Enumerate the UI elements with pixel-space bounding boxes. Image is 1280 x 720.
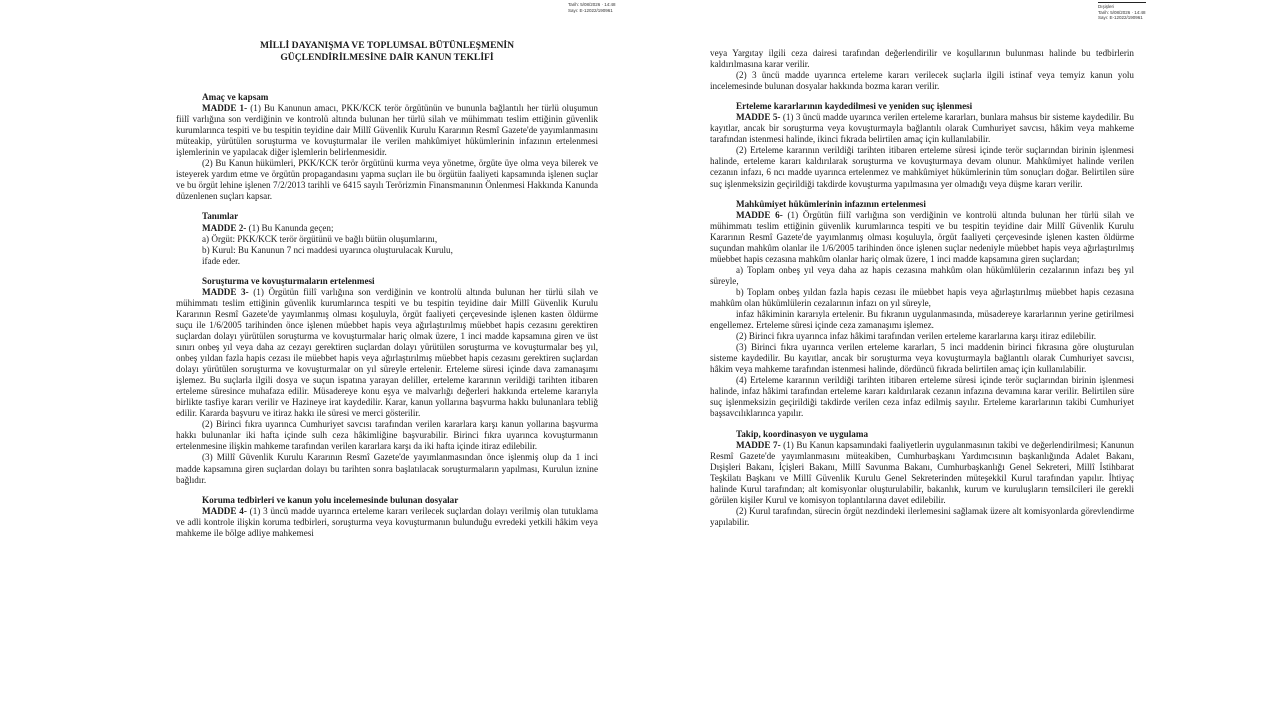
article-paragraph: [176, 223, 598, 234]
article-paragraph: [176, 103, 598, 158]
stamp-line: Tarih: 5/08/2026 · 14:48: [568, 2, 616, 7]
article-item: b) Toplam onbeş yıldan fazla hapis cezası ile müebbet hapis veya ağırlaştırılmış müebbet hapis cezasına mahkûm olan hükümlülerin cezalarının infazı on yıl süreyle,: [710, 286, 1134, 308]
article-paragraph: [176, 506, 598, 539]
article-paragraph: (2) Birinci fıkra uyarınca infaz hâkimi tarafından verilen erteleme kararlarına karşı itiraz edilebilir.: [736, 331, 1097, 342]
text-column: [176, 40, 598, 547]
article-paragraph: [710, 210, 1134, 265]
article-paragraph: (3) Millî Güvenlik Kurulu Kararının Resmî Gazete'de yayımlanmasından önce işlenmiş olup da 1 inci madde kapsamına giren suçlardan dolayı bu tarihten sonra başlatılacak soruşturmaların yapılması, Kurulun iznine bağlıdır.: [176, 452, 598, 485]
article-label: MADDE 5-: [736, 112, 781, 123]
article-paragraph: [710, 112, 1134, 145]
document-title: [176, 40, 598, 64]
article-text: (1) Örgütün fiilî varlığına son verdiğinin ve kontrolü altında bulunan her türlü silah ve mühimmatı teslim ettiğinin güvenlik kurumlarınca tespiti ve bu tespitin teyidine dair Millî Güvenlik Kurulu Kararının Resmî Gazete'de yayımlanmış olması koşuluyla, örgüt faaliyeti çerçevesinde işlenen kasten öldürme suçu ile 1/6/2005 tarihinden önce işlenen müebbet hapis veya ağırlaştırılmış müebbet hapis cezasını gerektiren suçlardan dolayı yürütülen soruşturma ve kovuşturmalar hariç olmak üzere, 1 inci madde kapsamına giren ve üst sınırı onbeş yıl veya daha az cezayı gerektiren suçlardan dolayı yürütülen soruşturma ve kovuşturmalar beş yıl, onbeş yıldan fazla hapis cezası ile müebbet hapis veya ağırlaştırılmış müebbet hapis cezasını gerektiren suçlardan dolayı yürütülen soruşturma ve kovuşturmalar on yıl süreyle ertelenir. Erteleme süresi içinde dava zamanaşımı işlemez. Bu suçlarla ilgili dosya ve suçun ispatına yarayan deliller, erteleme kararının verildiği tarihten itibaren erteleme süresince muhafaza edilir. Müsadereye konu eşya ve malvarlığı değerleri hakkında erteleme kararıyla birlikte tasfiye kararı verilir ve Hazineye irat kaydedilir. Karar, kanun yollarına başvurma hakkı bulunanlara tebliğ edilir. Kararda başvuru ve itiraz hakkı ile süresi ve merci gösterilir.: [176, 286, 598, 419]
stamp-line: Tarih: 5/08/2026 · 14:48: [1098, 9, 1146, 15]
article-paragraph: infaz hâkiminin kararıyla ertelenir. Bu fıkranın uygulanmasında, müsadereye kararlarının yerine getirilmesi engellemez. Erteleme süresi içinde ceza zamanaşımı işlemez.: [710, 309, 1134, 331]
definition-item: b) Kurul: Bu Kanunun 7 nci maddesi uyarınca oluşturulacak Kurulu,: [202, 244, 453, 255]
section-tanimlar: [176, 211, 598, 266]
text-column: [710, 48, 1134, 536]
section-heading: Mahkûmiyet hükümlerinin infazının ertelenmesi: [736, 198, 926, 209]
title-line: MİLLİ DAYANIŞMA VE TOPLUMSAL BÜTÜNLEŞMENİN: [259, 40, 515, 51]
article-label: MADDE 3-: [202, 286, 249, 297]
article-paragraph: (2) Birinci fıkra uyarınca Cumhuriyet savcısı tarafından verilen kararlara karşı kanun yollarına başvurma hakkı bulunanlar iki hafta içinde sulh ceza hâkimliğine başvurabilir. Birinci fıkra uyarınca kovuşturmanın ertelenmesine ilişkin mahkeme tarafından verilen kararlara karşı da iki hafta içinde itiraz edilebilir.: [176, 419, 598, 452]
article-label: MADDE 2-: [202, 222, 247, 233]
section-heading: Amaç ve kapsam: [202, 92, 269, 102]
article-paragraph: (3) Birinci fıkra uyarınca verilen erteleme kararları, 5 inci maddenin birinci fıkrasına göre oluşturulan sisteme kaydedilir. Bu kayıtlar, ancak bir soruşturma veya kovuşturmayla bağlantılı olarak Cumhuriyet savcısı, hâkim veya mahkeme tarafından istenmesi halinde, dördüncü fıkrada belirtilen amaç için kullanılabilir.: [710, 342, 1134, 375]
title-line: GÜÇLENDİRİLMESİNE DAİR KANUN TEKLİFİ: [280, 52, 494, 63]
article-text: (1) Bu Kanunun amacı, PKK/KCK terör örgütünün ve bununla bağlantılı her türlü oluşumun fiilî varlığına son verdiğinin ve kontrolü altında bulunan her türlü silah ve mühimmatı teslim ettiğinin güvenlik kurumlarınca tespiti ve bu tespitin teyidine dair Millî Güvenlik Kurulu Kararının Resmî Gazete'de yayımlanmasını müteakip, yürütülen soruşturma ve kovuşturmalar ile verilen mahkûmiyet hükümlerinin infazının ertelenmesi işlemlerinin ve yapılacak diğer işlemlerin belirlenmesidir.: [176, 103, 598, 158]
article-paragraph: [710, 440, 1134, 506]
stamp-line: Sayı: E-12022/190961: [1098, 15, 1143, 20]
definition-item: a) Örgüt: PKK/KCK terör örgütünü ve bağlı bütün oluşumlarını,: [202, 233, 438, 244]
section-heading: Soruşturma ve kovuşturmaların ertelenmesi: [202, 275, 375, 286]
article-text: (1) Bu Kanun kapsamındaki faaliyetlerin uygulanmasının takibi ve değerlendirilmesi; Kanunun Resmî Gazete'de yayımlanmasını müteakiben, Cumhurbaşkanı Yardımcısının başkanlığında Adalet Bakanı, Dışişleri Bakanı, İçişleri Bakanı, Millî Savunma Bakanı, Cumhurbaşkanlığı Genel Sekreteri, Millî İstihbarat Teşkilatı Başkanı ve Millî Güvenlik Kurulu Genel Sekreterinden müteşekkil Kurul tarafından yapılır. İhtiyaç halinde Kurul tarafından; alt komisyonlar oluşturulabilir, bakanlık, kurum ve kuruluşların temsilcileri ile gerekli görülen kişiler Kurul ve komisyon toplantılarına davet edilebilir.: [710, 439, 1134, 505]
section-amac-ve-kapsam: [176, 92, 598, 202]
article-label: MADDE 1-: [202, 103, 248, 114]
article-paragraph: (4) Erteleme kararının verildiği tarihten itibaren erteleme süresi içinde terör suçlarından birinin işlenmesi halinde, infaz hâkimi tarafından erteleme kararı kaldırılarak cezanın infazına devamına karar verilir. Belirtilen süre suç işlenmeksizin geçirildiği takdirde verilen ceza infaz edilmiş sayılır. Erteleme kararlarının takibi Cumhuriyet başsavcılıklarınca yapılır.: [710, 375, 1134, 419]
article-paragraph: (2) Kurul tarafından, sürecin örgüt nezdindeki ilerlemesini sağlamak üzere alt komisyonlarda görevlendirme yapılabilir.: [710, 505, 1134, 527]
section-koruma-tedbirleri: [176, 495, 598, 539]
article-paragraph: veya Yargıtay ilgili ceza dairesi tarafından değerlendirilir ve koşullarının bulunması halinde bu tedbirlerin kaldırılmasına karar verilir.: [710, 48, 1134, 70]
article-paragraph: (2) Erteleme kararının verildiği tarihten itibaren erteleme süresi içinde terör suçlarından birinin işlenmesi halinde, erteleme kararı kaldırılarak soruşturma ve kovuşturmaya devam olunur. Mahkûmiyet halinde verilen cezanın infazı, 6 ncı madde uyarınca ertelenmez ve mahkûmiyet hükümlerinin tüm sonuçları doğar. Belirtilen süre suç işlenmeksizin geçirildiği takdirde kovuşturma yapılmasına yer olmadığı veya düşme kararı verilir.: [710, 145, 1134, 189]
article-text: (1) 3 üncü madde uyarınca erteleme kararı verilecek suçlardan dolayı verilmiş olan tutuklama ve adli kontrole ilişkin koruma tedbirleri, soruşturma veya kovuşturmanın bulunduğu evredeki yetkili hâkim veya mahkeme ile bölge adliye mahkemesi: [176, 505, 598, 538]
article-text: (1) Örgütün fiilî varlığına son verdiğinin ve kontrolü altında bulunan her türlü silah ve mühimmatı teslim ettiğinin güvenlik kurumlarınca tespiti ve bu tespitin teyidine dair Millî Güvenlik Kurulu Kararının Resmî Gazete'de yayımlanmış olması koşuluyla, örgüt faaliyeti çerçevesinde işlenen kasten öldürme suçundan mahkûm olanlar ile 1/6/2005 tarihinden önce işlenen suçlar nedeniyle müebbet hapis veya ağırlaştırılmış müebbet hapis cezasına mahkûm olanlar hariç olmak üzere, 1 inci madde kapsamına giren suçlardan;: [710, 209, 1134, 264]
article-paragraph: (2) 3 üncü madde uyarınca erteleme kararı verilecek suçlarla ilgili istinaf veya temyiz kanun yolu incelemesinde bulunan dosyalar hakkında bozma kararı verilir.: [710, 70, 1134, 92]
section-heading: Koruma tedbirleri ve kanun yolu incelemesinde bulunan dosyalar: [202, 494, 459, 505]
section-sorusturma-erteleme: [176, 276, 598, 486]
section-heading: Tanımlar: [202, 211, 239, 222]
stamp-line: Dışişleri: [1098, 4, 1115, 9]
article-paragraph: (2) Bu Kanun hükümleri, PKK/KCK terör örgütünü kurma veya yönetme, örgüte üye olma veya bilerek ve isteyerek yardım etme ve örgütün propagandasını yapma suçları ile bu örgütün faaliyeti kapsamında işlenen suçlar ve bu örgüt lehine işlenen 7/2/2013 tarihli ve 6415 sayılı Terörizmin Finansmanının Önlenmesi Hakkında Kanunda düzenlenen suçları kapsar.: [176, 158, 598, 202]
section-heading: Erteleme kararlarının kaydedilmesi ve yeniden suç işlenmesi: [736, 101, 973, 112]
document-stamp: [1098, 2, 1146, 21]
section-takip-koordinasyon: [710, 429, 1134, 528]
stamp-line: Sayı: E-12022/190961: [568, 7, 613, 13]
article-label: MADDE 4-: [202, 505, 247, 516]
definition-end: ifade eder.: [202, 255, 240, 266]
article-label: MADDE 7-: [736, 439, 781, 450]
article-label: MADDE 6-: [736, 209, 783, 220]
article-paragraph: [176, 287, 598, 420]
article-item: a) Toplam onbeş yıl veya daha az hapis cezasına mahkûm olan hükümlülerin cezalarının infazı beş yıl süreyle,: [710, 264, 1134, 286]
section-erteleme-kayit: [710, 101, 1134, 189]
section-heading: Takip, koordinasyon ve uygulama: [736, 428, 869, 439]
section-infaz-erteleme: [710, 199, 1134, 420]
document-stamp: [568, 2, 616, 13]
article-text: (1) Bu Kanunda geçen;: [246, 222, 334, 233]
article-text: (1) 3 üncü madde uyarınca verilen erteleme kararları, bunlara mahsus bir sisteme kaydedilir. Bu kayıtlar, ancak bir soruşturma veya kovuşturmayla bağlantılı olarak Cumhuriyet savcısı, hâkim veya mahkeme tarafından istenmesi halinde, ikinci fıkrada belirtilen amaç için kullanılabilir.: [710, 112, 1134, 145]
document-page-right: [640, 0, 1280, 720]
